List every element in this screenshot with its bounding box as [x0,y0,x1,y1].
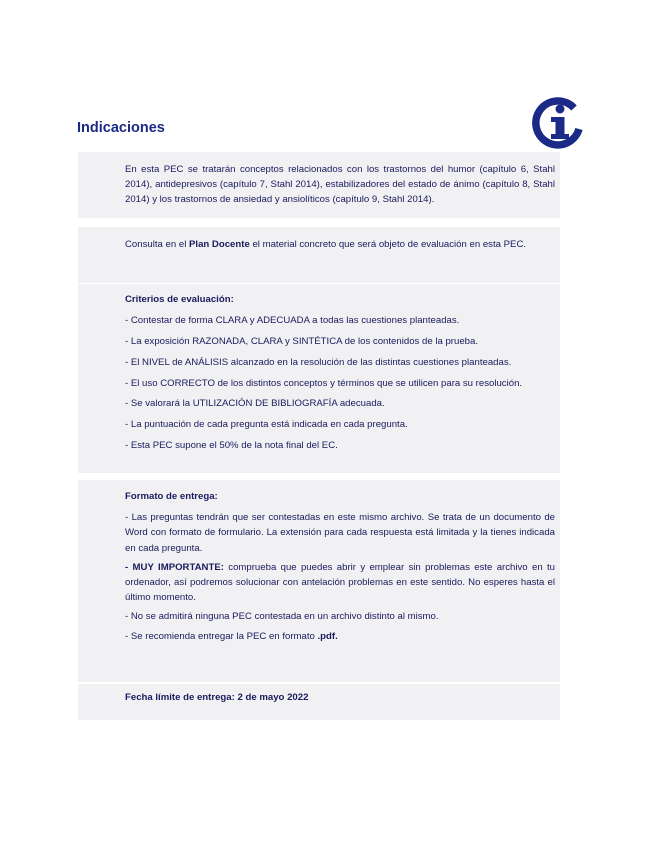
deadline-panel [78,684,560,720]
criteria-panel [78,284,560,473]
muy-importante-label: - MUY IMPORTANTE: [125,561,224,573]
format-panel [78,480,560,682]
format-paragraph-2-text: comprueba que puedes abrir y emplear sin problemas este archivo en tu ordenador, así podremos solucionar con antelación problemas en este sentido. No esperes hasta el último momento. [125,561,555,604]
intro-panel [78,152,560,218]
format-heading: Formato de entrega: [125,491,218,502]
plan-text-after: el material concreto que será objeto de evaluación en esta PEC. [249,239,527,250]
criteria-heading: Criterios de evaluación: [125,294,234,305]
pdf-format-label: .pdf. [317,630,338,642]
plan-text-before: Consulta en el [125,239,189,250]
format-paragraph-3: - No se admitirá ninguna PEC contestada en un archivo distinto al mismo. [125,611,439,623]
criteria-item: - La puntuación de cada pregunta está indicada en cada pregunta. [125,419,408,431]
criteria-item: - El uso CORRECTO de los distintos conceptos y términos que se utilicen para su resolución. [125,377,523,389]
criteria-item: - Contestar de forma CLARA y ADECUADA a todas las cuestiones planteadas. [125,315,460,327]
format-paragraph-4-text: - Se recomienda entregar la PEC en formato [125,630,318,642]
criteria-item: - El NIVEL de ANÁLISIS alcanzado en la resolución de las distintas cuestiones planteadas. [125,356,512,368]
format-paragraph-4 [125,629,555,644]
criteria-item: - La exposición RAZONADA, CLARA y SINTÉTICA de los contenidos de la prueba. [125,336,479,347]
intro-text: En esta PEC se tratarán conceptos relacionados con los trastornos del humor (capítulo 6, Stahl 2014), antidepresivos (capítulo 7, Stahl 2014), estabilizadores del estado de ánimo (capítulo 8, Stahl 2014) y los trastornos de ansiedad y ansiolíticos (capítulo 9, Stahl 2014). [125,164,555,206]
plan-docente-label: Plan Docente [189,239,250,250]
format-paragraph-1: - Las preguntas tendrán que ser contestadas en este mismo archivo. Se trata de un documento de Word con formato de formulario. La extensión para cada respuesta está limitada y la tienes indicada en cada pregunta. [125,512,555,554]
deadline-text: Fecha límite de entrega: 2 de mayo 2022 [125,692,309,703]
criteria-item: - Se valorará la UTILIZACIÓN DE BIBLIOGRAFÍA adecuada. [125,398,385,410]
page-title: Indicaciones [77,120,165,136]
format-paragraph-2 [125,560,555,606]
info-icon [530,95,586,151]
plan-text [125,237,555,252]
plan-panel [78,227,560,283]
criteria-item: - Esta PEC supone el 50% de la nota final del EC. [125,439,338,451]
